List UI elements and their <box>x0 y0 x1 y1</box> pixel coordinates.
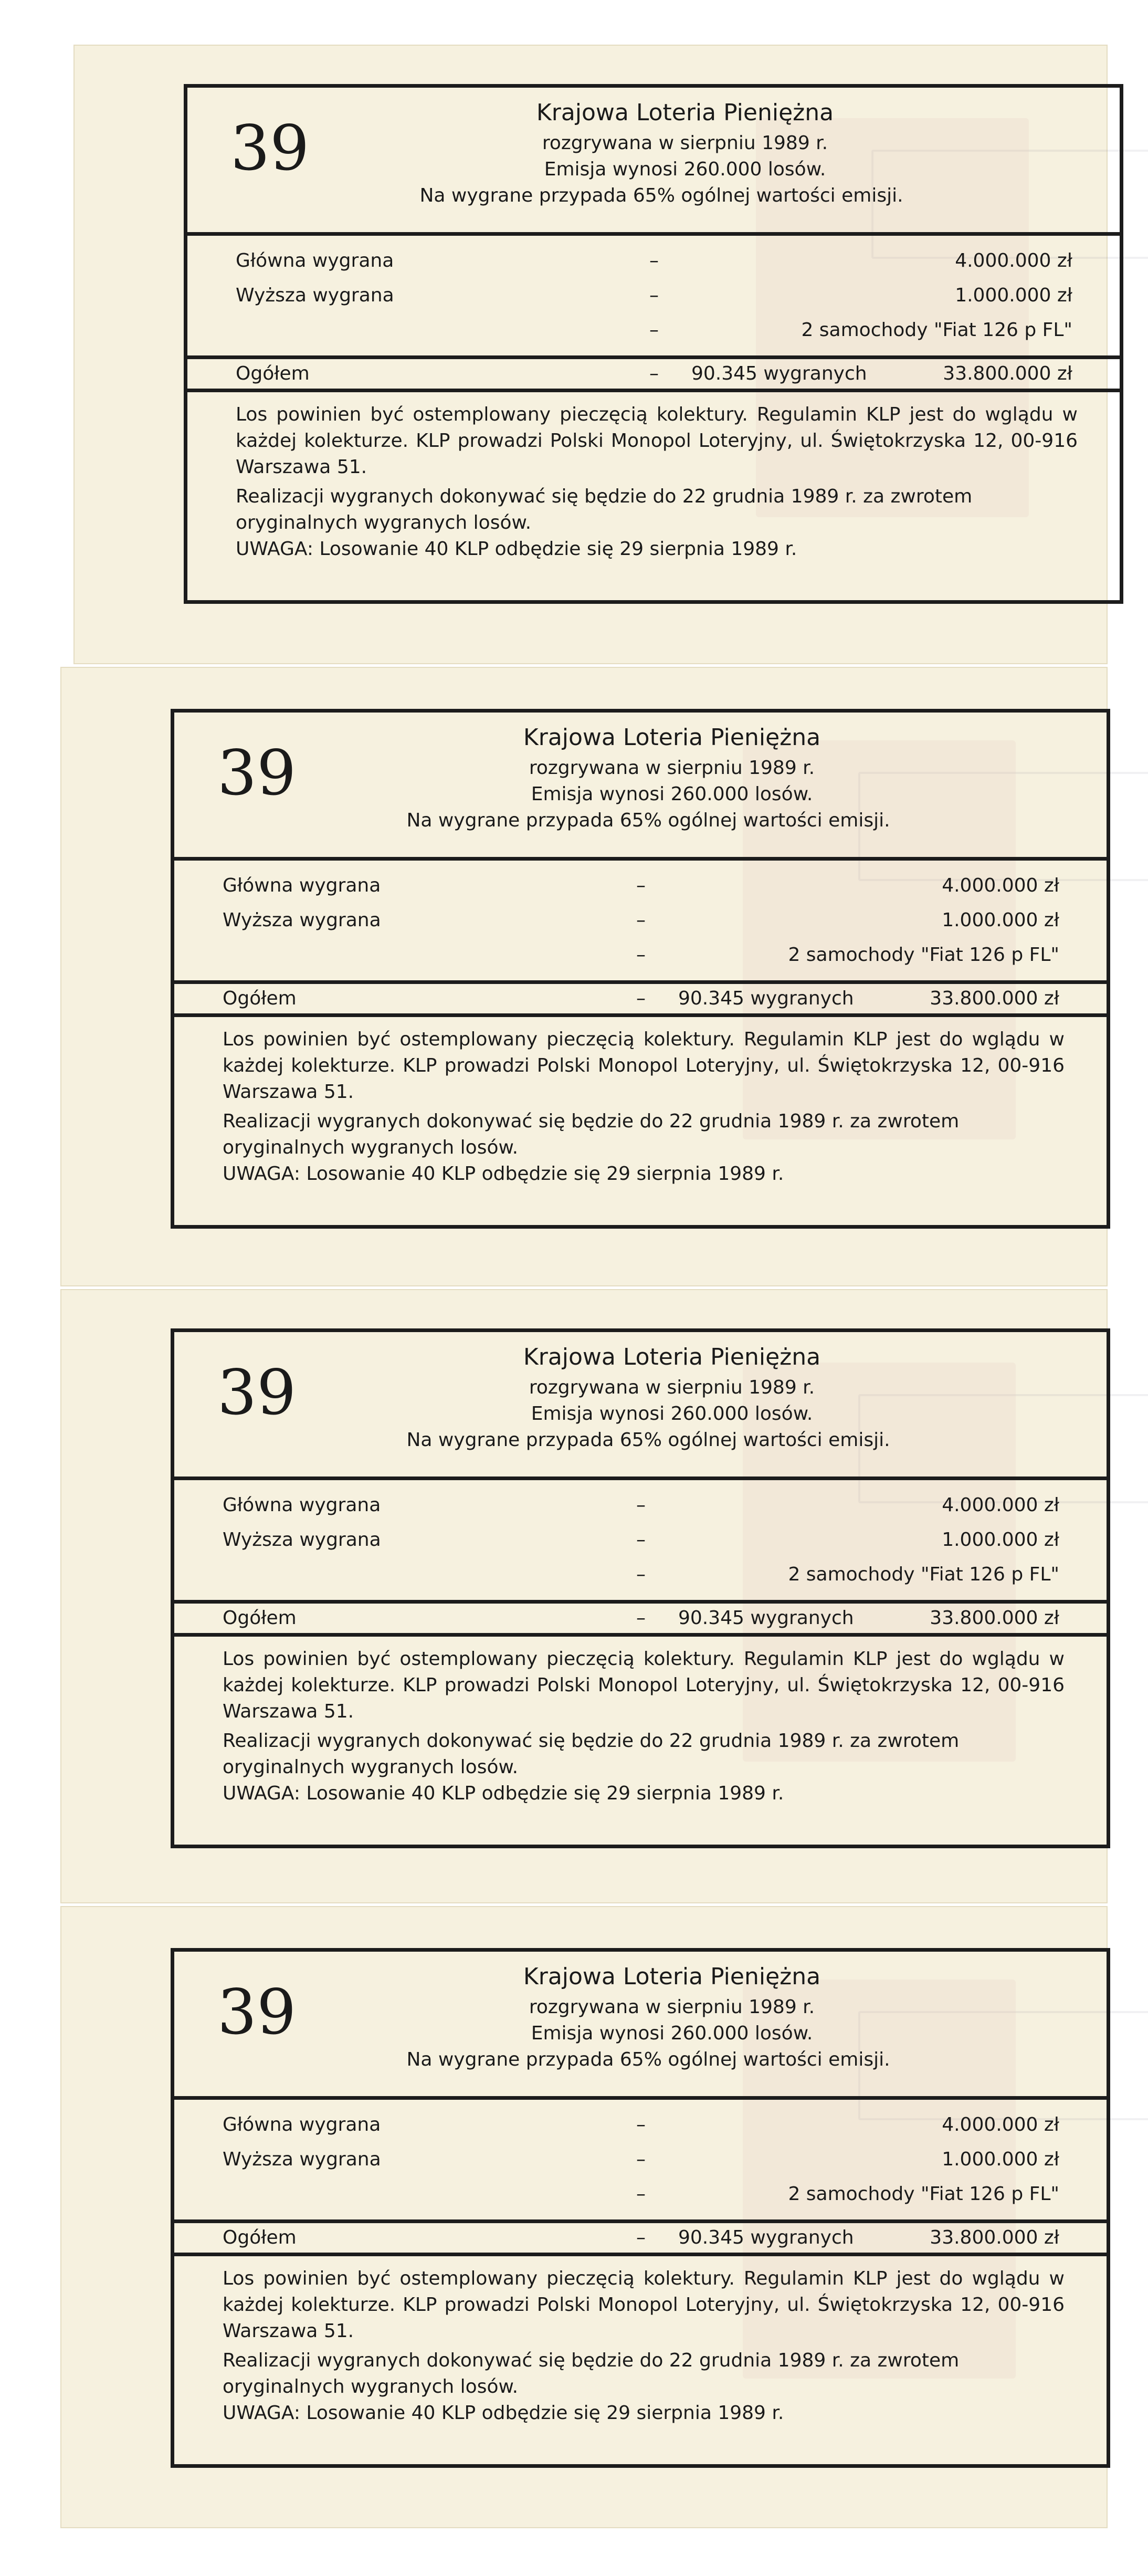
divider <box>187 232 1120 236</box>
divider <box>174 1633 1107 1637</box>
total-label: Ogółem <box>223 988 297 1009</box>
prize-label: Główna wygrana <box>223 2114 381 2135</box>
prize-dash: – <box>649 319 659 341</box>
total-row <box>174 984 1107 1013</box>
divider <box>174 1477 1107 1480</box>
prize-value: 2 samochody "Fiat 126 p FL" <box>788 2183 1059 2205</box>
divider <box>174 857 1107 861</box>
rules-note: Los powinien być ostemplowany pieczęcią kolektury. Regulamin KLP jest do wglądu w każdej kolekturze. KLP prowadzi Polski Monopol Loteryjny, ul. Świętokrzyska 12, 00-916 Warszawa 51. <box>236 404 1078 478</box>
ticket-title: Krajowa Loteria Pieniężna <box>536 99 834 126</box>
divider <box>174 1600 1107 1604</box>
lottery-ticket-2 <box>60 667 1108 1286</box>
prize-row <box>174 870 1107 902</box>
total-count: 90.345 wygranych <box>678 988 854 1009</box>
prize-label: Główna wygrana <box>223 1494 381 1516</box>
prize-row <box>174 939 1107 971</box>
redemption-note: Realizacji wygranych dokonywać się będzie do 22 grudnia 1989 r. za zwrotem oryginalnych wygranych losów. <box>236 486 973 533</box>
prize-row <box>187 245 1120 277</box>
divider <box>174 2219 1107 2223</box>
prize-value: 4.000.000 zł <box>942 875 1059 896</box>
prize-value: 4.000.000 zł <box>955 250 1072 271</box>
divider <box>174 1013 1107 1017</box>
prize-value: 1.000.000 zł <box>942 909 1059 931</box>
prize-dash: – <box>636 909 646 931</box>
prize-label: Główna wygrana <box>236 250 394 271</box>
rules-note: Los powinien być ostemplowany pieczęcią kolektury. Regulamin KLP jest do wglądu w każdej kolekturze. KLP prowadzi Polski Monopol Loteryjny, ul. Świętokrzyska 12, 00-916 Warszawa 51. <box>223 1029 1065 1103</box>
ticket-notes <box>223 1646 1065 1807</box>
total-label: Ogółem <box>223 1607 297 1629</box>
draw-number: 39 <box>217 737 297 809</box>
prize-dash: – <box>636 1494 646 1516</box>
ticket-frame <box>171 709 1110 1229</box>
prize-row <box>174 1490 1107 1521</box>
ticket-title: Krajowa Loteria Pieniężna <box>523 1344 821 1370</box>
total-dash: – <box>636 988 646 1009</box>
redemption-note: Realizacji wygranych dokonywać się będzie do 22 grudnia 1989 r. za zwrotem oryginalnych wygranych losów. <box>223 1730 960 1778</box>
prize-dash: – <box>636 2114 646 2135</box>
ticket-header <box>174 1952 1107 2096</box>
prize-row <box>187 280 1120 311</box>
prize-dash: – <box>649 285 659 306</box>
divider <box>174 980 1107 984</box>
prize-label: Główna wygrana <box>223 875 381 896</box>
prize-row <box>187 315 1120 346</box>
next-draw-note: UWAGA: Losowanie 40 KLP odbędzie się 29 sierpnia 1989 r. <box>223 2402 784 2424</box>
issue-size: Emisja wynosi 260.000 losów. <box>531 2023 813 2044</box>
total-count: 90.345 wygranych <box>691 363 867 384</box>
issue-size: Emisja wynosi 260.000 losów. <box>544 159 826 180</box>
issue-size: Emisja wynosi 260.000 losów. <box>531 1403 813 1425</box>
lottery-ticket-1 <box>73 45 1108 664</box>
prize-dash: – <box>636 1564 646 1585</box>
rules-note: Los powinien być ostemplowany pieczęcią kolektury. Regulamin KLP jest do wglądu w każdej kolekturze. KLP prowadzi Polski Monopol Loteryjny, ul. Świętokrzyska 12, 00-916 Warszawa 51. <box>223 1648 1065 1722</box>
prize-dash: – <box>636 875 646 896</box>
prize-dash: – <box>636 2183 646 2205</box>
ticket-header <box>187 88 1120 232</box>
divider <box>174 2096 1107 2100</box>
draw-number: 39 <box>230 112 310 184</box>
payout-share: Na wygrane przypada 65% ogólnej wartości emisji. <box>419 185 903 206</box>
total-row <box>174 1604 1107 1633</box>
prize-row <box>174 1559 1107 1590</box>
draw-period: rozgrywana w sierpniu 1989 r. <box>529 1996 815 2018</box>
prize-value: 1.000.000 zł <box>942 1529 1059 1551</box>
prize-dash: – <box>636 944 646 966</box>
ticket-notes <box>223 2266 1065 2426</box>
draw-period: rozgrywana w sierpniu 1989 r. <box>529 1377 815 1398</box>
total-dash: – <box>636 2227 646 2248</box>
prize-row <box>174 1524 1107 1556</box>
prize-label: Wyższa wygrana <box>236 285 394 306</box>
next-draw-note: UWAGA: Losowanie 40 KLP odbędzie się 29 sierpnia 1989 r. <box>223 1783 784 1804</box>
draw-period: rozgrywana w sierpniu 1989 r. <box>542 132 828 154</box>
total-label: Ogółem <box>236 363 310 384</box>
redemption-note: Realizacji wygranych dokonywać się będzie do 22 grudnia 1989 r. za zwrotem oryginalnych wygranych losów. <box>223 1111 960 1158</box>
ticket-notes <box>223 1027 1065 1187</box>
total-sum: 33.800.000 zł <box>943 363 1072 384</box>
issue-size: Emisja wynosi 260.000 losów. <box>531 783 813 805</box>
prize-row <box>174 2144 1107 2175</box>
ticket-frame <box>171 1328 1110 1848</box>
prize-value: 2 samochody "Fiat 126 p FL" <box>788 944 1059 966</box>
total-dash: – <box>649 363 659 384</box>
next-draw-note: UWAGA: Losowanie 40 KLP odbędzie się 29 sierpnia 1989 r. <box>236 538 797 560</box>
divider <box>174 2253 1107 2256</box>
ticket-title: Krajowa Loteria Pieniężna <box>523 1963 821 1990</box>
divider <box>187 389 1120 392</box>
prize-value: 2 samochody "Fiat 126 p FL" <box>788 1564 1059 1585</box>
lottery-ticket-4 <box>60 1906 1108 2528</box>
total-sum: 33.800.000 zł <box>930 988 1059 1009</box>
ticket-frame <box>184 84 1123 604</box>
prize-label: Wyższa wygrana <box>223 2149 381 2170</box>
prize-value: 4.000.000 zł <box>942 1494 1059 1516</box>
payout-share: Na wygrane przypada 65% ogólnej wartości emisji. <box>406 1429 890 1451</box>
prize-value: 1.000.000 zł <box>942 2149 1059 2170</box>
rules-note: Los powinien być ostemplowany pieczęcią kolektury. Regulamin KLP jest do wglądu w każdej kolekturze. KLP prowadzi Polski Monopol Loteryjny, ul. Świętokrzyska 12, 00-916 Warszawa 51. <box>223 2268 1065 2342</box>
ticket-title: Krajowa Loteria Pieniężna <box>523 724 821 751</box>
prize-dash: – <box>636 2149 646 2170</box>
prize-dash: – <box>636 1529 646 1551</box>
total-count: 90.345 wygranych <box>678 1607 854 1629</box>
total-sum: 33.800.000 zł <box>930 2227 1059 2248</box>
prize-label: Wyższa wygrana <box>223 909 381 931</box>
payout-share: Na wygrane przypada 65% ogólnej wartości emisji. <box>406 810 890 831</box>
lottery-ticket-3 <box>60 1289 1108 1903</box>
next-draw-note: UWAGA: Losowanie 40 KLP odbędzie się 29 sierpnia 1989 r. <box>223 1163 784 1185</box>
prize-value: 2 samochody "Fiat 126 p FL" <box>801 319 1072 341</box>
total-row <box>174 2223 1107 2253</box>
total-row <box>187 359 1120 389</box>
prize-value: 4.000.000 zł <box>942 2114 1059 2135</box>
total-count: 90.345 wygranych <box>678 2227 854 2248</box>
draw-number: 39 <box>217 1356 297 1429</box>
prize-row <box>174 2179 1107 2210</box>
ticket-header <box>174 1332 1107 1477</box>
prize-label: Wyższa wygrana <box>223 1529 381 1551</box>
total-sum: 33.800.000 zł <box>930 1607 1059 1629</box>
total-dash: – <box>636 1607 646 1629</box>
ticket-frame <box>171 1948 1110 2468</box>
prize-dash: – <box>649 250 659 271</box>
payout-share: Na wygrane przypada 65% ogólnej wartości emisji. <box>406 2049 890 2070</box>
prize-value: 1.000.000 zł <box>955 285 1072 306</box>
draw-number: 39 <box>217 1976 297 2048</box>
prize-row <box>174 2109 1107 2141</box>
ticket-notes <box>236 402 1078 562</box>
redemption-note: Realizacji wygranych dokonywać się będzie do 22 grudnia 1989 r. za zwrotem oryginalnych wygranych losów. <box>223 2350 960 2397</box>
ticket-header <box>174 713 1107 857</box>
draw-period: rozgrywana w sierpniu 1989 r. <box>529 757 815 779</box>
prize-row <box>174 905 1107 936</box>
total-label: Ogółem <box>223 2227 297 2248</box>
divider <box>187 355 1120 359</box>
